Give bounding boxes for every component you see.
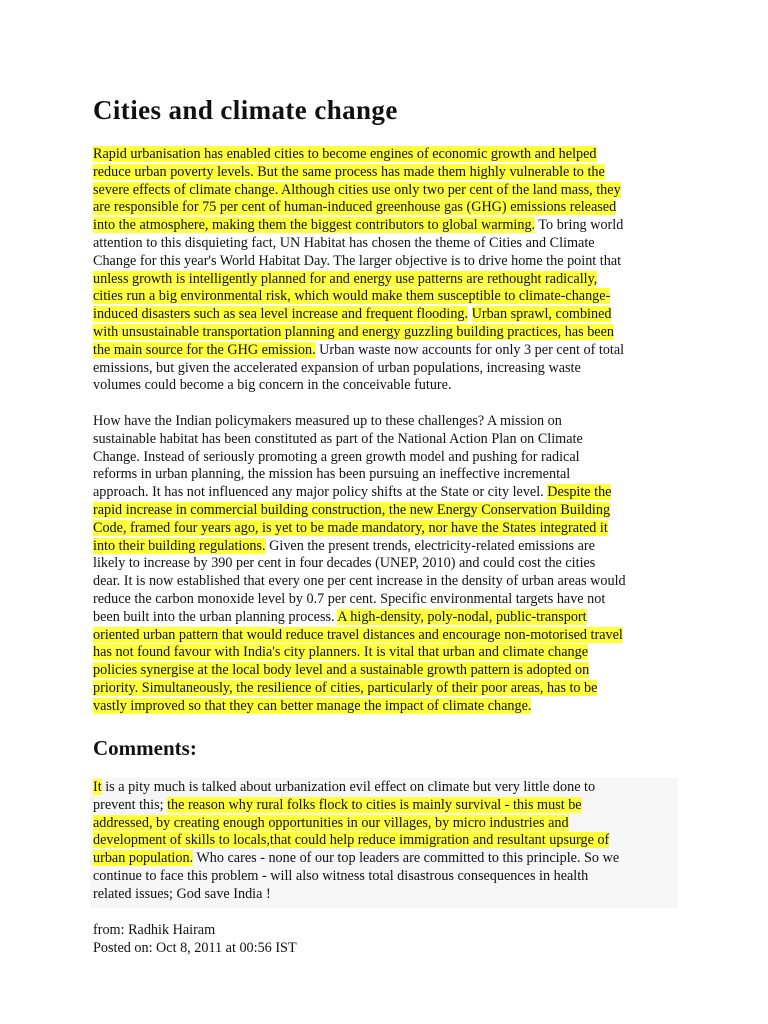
text-run: How have the Indian policymakers measured up to these challenges? A mission on	[93, 413, 562, 429]
text-run: Change. Instead of seriously promoting a green growth model and pushing for radical	[93, 448, 580, 465]
article-paragraph-1	[93, 146, 624, 395]
text-run: is a pity much is talked about urbanization evil effect on climate but very little done to	[101, 779, 596, 795]
text-line	[93, 146, 624, 164]
highlighted-text: Rapid urbanisation has enabled cities to become engines of economic growth and helped	[93, 146, 597, 162]
text-run: likely to increase by 390 per cent in four decades (UNEP, 2010) and could cost the cities	[93, 555, 596, 572]
highlighted-text: the main source for the GHG emission.	[93, 341, 316, 358]
highlighted-text: reduce urban poverty levels. But the same process has made them highly vulnerable to the	[93, 163, 605, 180]
text-line	[93, 466, 626, 484]
highlighted-text: It	[93, 779, 102, 795]
text-line	[93, 555, 626, 573]
text-line	[93, 235, 624, 253]
text-line	[93, 253, 624, 271]
text-run: To bring world	[535, 217, 624, 234]
text-line	[93, 377, 624, 395]
comment-body	[93, 779, 619, 904]
text-line	[93, 199, 624, 217]
highlighted-text: cities run a big environmental risk, which would make them susceptible to climate-change-	[93, 288, 611, 305]
comments-heading: Comments:	[93, 736, 197, 760]
text-line	[93, 360, 624, 378]
text-run: Who cares - none of our top leaders are committed to this principle. So we	[193, 850, 620, 867]
highlighted-text: are responsible for 75 per cent of human-induced greenhouse gas (GHG) emissions released	[93, 199, 617, 216]
article-title: Cities and climate change	[93, 95, 398, 125]
text-run: sustainable habitat has been constituted as part of the National Action Plan on Climate	[93, 430, 583, 447]
text-line	[93, 815, 619, 833]
text-line	[93, 288, 624, 306]
text-line	[93, 797, 619, 815]
highlighted-text: induced disasters such as sea level increase and frequent flooding.	[93, 306, 469, 323]
text-line	[93, 306, 624, 324]
text-run: prevent this;	[93, 796, 168, 813]
text-run: reduce the carbon monoxide level by 0.7 per cent. Specific environmental targets have not	[93, 590, 606, 607]
highlighted-text: rapid increase in commercial building construction, the new Energy Conservation Building	[93, 501, 611, 518]
text-run: Urban waste now accounts for only 3 per cent of total	[315, 341, 625, 358]
highlighted-text: severe effects of climate change. Although cities use only two per cent of the land mass, they	[93, 181, 621, 198]
text-line	[93, 484, 626, 502]
text-run: approach. It has not influenced any major policy shifts at the State or city level.	[93, 484, 548, 501]
highlighted-text: addressed, by creating enough opportunities in our villages, by micro industries and	[93, 814, 569, 831]
text-line	[93, 662, 626, 680]
text-run: reforms in urban planning, the mission has been pursuing an ineffective incremental	[93, 466, 571, 483]
text-run: been built into the urban planning process.	[93, 608, 338, 625]
text-run: Given the present trends, electricity-related emissions are	[265, 537, 595, 554]
text-line	[93, 868, 619, 886]
text-run: dear. It is now established that every one per cent increase in the density of urban areas would	[93, 573, 626, 590]
text-line	[93, 850, 619, 868]
text-line	[93, 217, 624, 235]
highlighted-text: development of skills to locals,that could help reduce immigration and resultant upsurge of	[93, 832, 610, 849]
text-line	[93, 886, 619, 904]
highlighted-text: unless growth is intelligently planned for and energy use patterns are rethought radically,	[93, 270, 598, 287]
text-line	[93, 779, 619, 797]
text-line	[93, 502, 626, 520]
comment-posted-date: Posted on: Oct 8, 2011 at 00:56 IST	[93, 940, 297, 956]
highlighted-text: Urban sprawl, combined	[471, 306, 612, 323]
highlighted-text: policies synergise at the local body level and a sustainable growth pattern is adopted on	[93, 662, 590, 679]
text-line	[93, 609, 626, 627]
text-line	[93, 627, 626, 645]
highlighted-text: has not found favour with India's city planners. It is vital that urban and climate change	[93, 644, 589, 661]
text-line	[93, 324, 624, 342]
article-paragraph-2	[93, 413, 626, 716]
highlighted-text: into their building regulations.	[93, 537, 266, 554]
highlighted-text: urban population.	[93, 850, 194, 867]
text-line	[93, 591, 626, 609]
text-run: volumes could become a big concern in the conceivable future.	[93, 377, 452, 394]
text-line	[93, 449, 626, 467]
text-line	[93, 431, 626, 449]
highlighted-text: with unsustainable transportation planning and energy guzzling building practices, has been	[93, 323, 614, 340]
text-line	[93, 832, 619, 850]
highlighted-text: priority. Simultaneously, the resilience of cities, particularly of their poor areas, has to be	[93, 679, 598, 696]
text-line	[93, 680, 626, 698]
text-line	[93, 271, 624, 289]
text-run: attention to this disquieting fact, UN Habitat has chosen the theme of Cities and Climate	[93, 234, 595, 251]
text-line	[93, 520, 626, 538]
text-line	[93, 644, 626, 662]
text-line	[93, 413, 626, 431]
highlighted-text: Despite the	[547, 484, 612, 501]
highlighted-text: Code, framed four years ago, is yet to be made mandatory, nor have the States integrated it	[93, 519, 608, 536]
text-line	[93, 342, 624, 360]
text-line	[93, 164, 624, 182]
text-line	[93, 538, 626, 556]
highlighted-text: A high-density, poly-nodal, public-transport	[337, 608, 587, 625]
comment-author: from: Radhik Hairam	[93, 922, 216, 938]
text-line	[93, 573, 626, 591]
highlighted-text: into the atmosphere, making them the biggest contributors to global warming.	[93, 217, 536, 234]
highlighted-text: vastly improved so that they can better manage the impact of climate change.	[93, 697, 532, 714]
text-run: related issues; God save India !	[93, 885, 271, 902]
highlighted-text: oriented urban pattern that would reduce travel distances and encourage non-motorised travel	[93, 626, 623, 643]
text-run: Change for this year's World Habitat Day. The larger objective is to drive home the point that	[93, 252, 622, 269]
highlighted-text: the reason why rural folks flock to cities is mainly survival - this must be	[167, 796, 582, 813]
text-run: continue to face this problem - will also witness total disastrous consequences in health	[93, 867, 589, 884]
text-line	[93, 698, 626, 716]
text-run: emissions, but given the accelerated expansion of urban populations, increasing waste	[93, 359, 581, 376]
text-line	[93, 182, 624, 200]
